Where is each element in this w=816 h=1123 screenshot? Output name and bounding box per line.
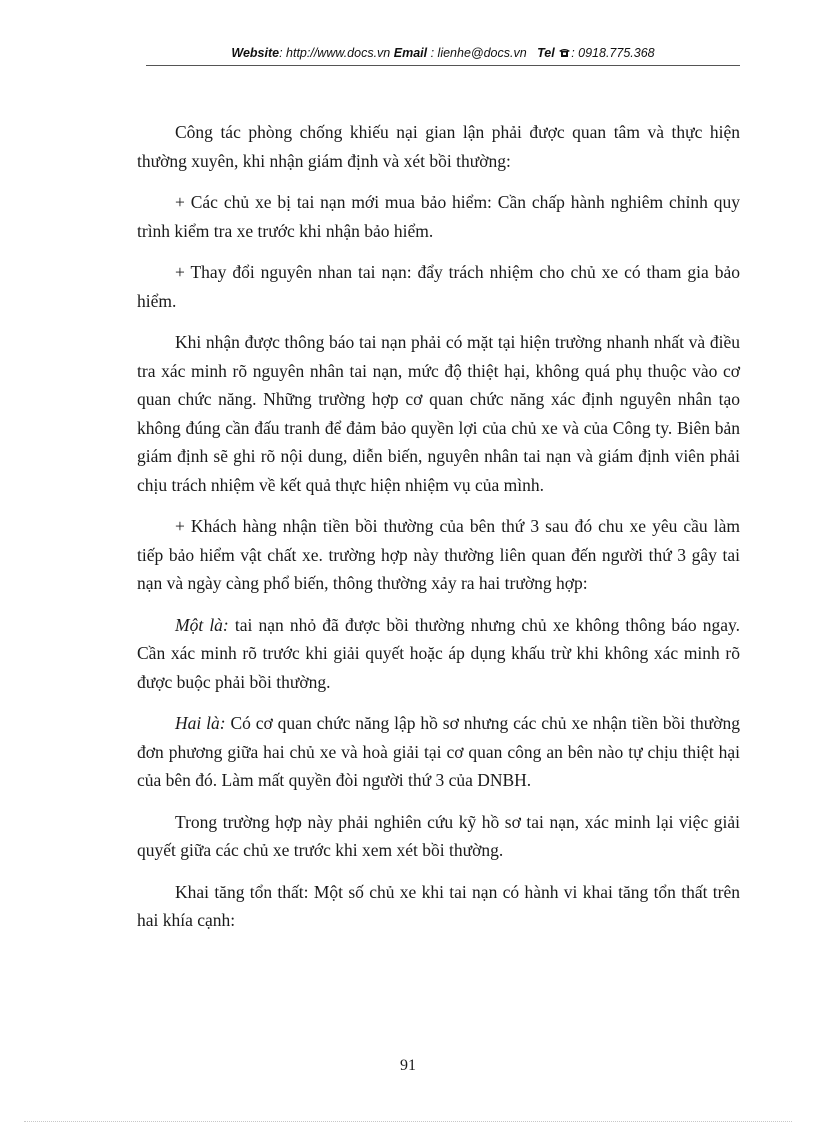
email-value: : lienhe@docs.vn <box>430 46 527 60</box>
website-value: : http://www.docs.vn <box>279 46 391 60</box>
paragraph <box>137 878 740 935</box>
page-bottom-border <box>24 1121 792 1122</box>
document-body <box>137 118 740 948</box>
website-label: Website <box>231 46 280 60</box>
header-divider <box>146 65 740 66</box>
paragraph <box>137 709 740 795</box>
paragraph-text: Có cơ quan chức năng lập hồ sơ nhưng các chủ xe nhận tiền bồi thường đơn phương giữa hai chủ xe và hoà giải tại cơ quan công an bên nào tự chịu thiệt hại của bên đó. Làm mất quyền đòi người thứ 3 của DNBH. <box>137 713 740 790</box>
page-header <box>146 46 740 60</box>
paragraph-text: + Thay đổi nguyên nhan tai nạn: đẩy trách nhiệm cho chủ xe có tham gia bảo hiểm. <box>137 262 740 311</box>
paragraph-lead: Hai là: <box>175 713 226 733</box>
phone-icon <box>558 46 571 60</box>
tel-value: : 0918.775.368 <box>571 46 655 60</box>
paragraph-text: + Các chủ xe bị tai nạn mới mua bảo hiểm: Cần chấp hành nghiêm chỉnh quy trình kiểm tra xe trước khi nhận bảo hiểm. <box>137 192 740 241</box>
email-label: Email <box>393 46 428 60</box>
paragraph <box>137 258 740 315</box>
paragraph <box>137 328 740 499</box>
paragraph-text: Khai tăng tổn thất: Một số chủ xe khi tai nạn có hành vi khai tăng tổn thất trên hai khía cạnh: <box>137 881 740 930</box>
page-number: 91 <box>400 1057 416 1074</box>
paragraph <box>137 808 740 865</box>
tel-label: Tel <box>537 46 555 60</box>
paragraph-lead: Một là: <box>175 614 229 635</box>
paragraph <box>137 512 740 598</box>
paragraph-text: Công tác phòng chống khiếu nại gian lận phải được quan tâm và thực hiện thường xuyên, khi nhận giám định và xét bồi thường: <box>137 122 740 171</box>
paragraph-text: Trong trường hợp này phải nghiên cứu kỹ hồ sơ tai nạn, xác minh lại việc giải quyết giữa các chủ xe trước khi xem xét bồi thường. <box>137 811 740 860</box>
paragraph-text: tai nạn nhỏ đã được bồi thường nhưng chủ xe không thông báo ngay. Cần xác minh rõ trước khi giải quyết hoặc áp dụng khấu trừ khi không xác minh rõ được buộc phải bồi thường. <box>137 614 740 692</box>
paragraph-text: + Khách hàng nhận tiền bồi thường của bên thứ 3 sau đó chu xe yêu cầu làm tiếp bảo hiểm vật chất xe. trường hợp này thường liên quan đến người thứ 3 gây tai nạn và ngày càng phổ biến, thông thường xảy ra hai trường hợp: <box>137 516 740 593</box>
paragraph-text: Khi nhận được thông báo tai nạn phải có mặt tại hiện trường nhanh nhất và điều tra xác minh rõ nguyên nhân tai nạn, mức độ thiệt hại, không quá phụ thuộc vào cơ quan chức năng. Những trường hợp cơ quan chức năng xác định nguyên nhân tạo không đúng cần đấu tranh để đảm bảo quyền lợi của chủ xe và của Công ty. Biên bản giám định sẽ ghi rõ nội dung, diễn biến, nguyên nhân tai nạn và giám định viên phải chịu trách nhiệm về kết quả thực hiện nhiệm vụ của mình. <box>137 332 740 495</box>
paragraph <box>137 188 740 245</box>
paragraph <box>137 611 740 697</box>
paragraph <box>137 118 740 175</box>
